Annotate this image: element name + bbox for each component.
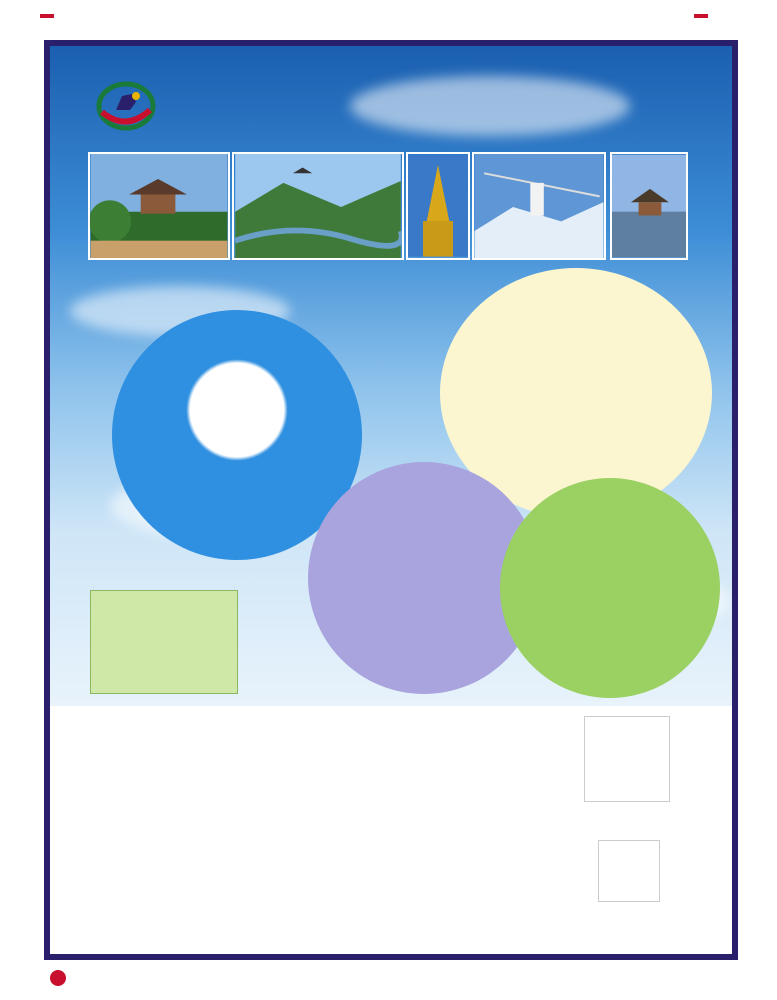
qr-code-weibo[interactable] (584, 716, 670, 802)
recruit-box (90, 590, 238, 694)
edition-badge (50, 970, 66, 986)
usa-circle (500, 478, 720, 698)
ad-label-left (40, 14, 54, 18)
company-logo (96, 80, 156, 132)
photo-lake (610, 152, 688, 260)
page-footer (30, 970, 70, 989)
photo-valley (232, 152, 404, 260)
qr-code-wechat[interactable] (598, 840, 660, 902)
ad-label-right (694, 14, 708, 18)
photo-pavilion (88, 152, 230, 260)
photo-temple (406, 152, 470, 260)
photo-cableway (472, 152, 606, 260)
